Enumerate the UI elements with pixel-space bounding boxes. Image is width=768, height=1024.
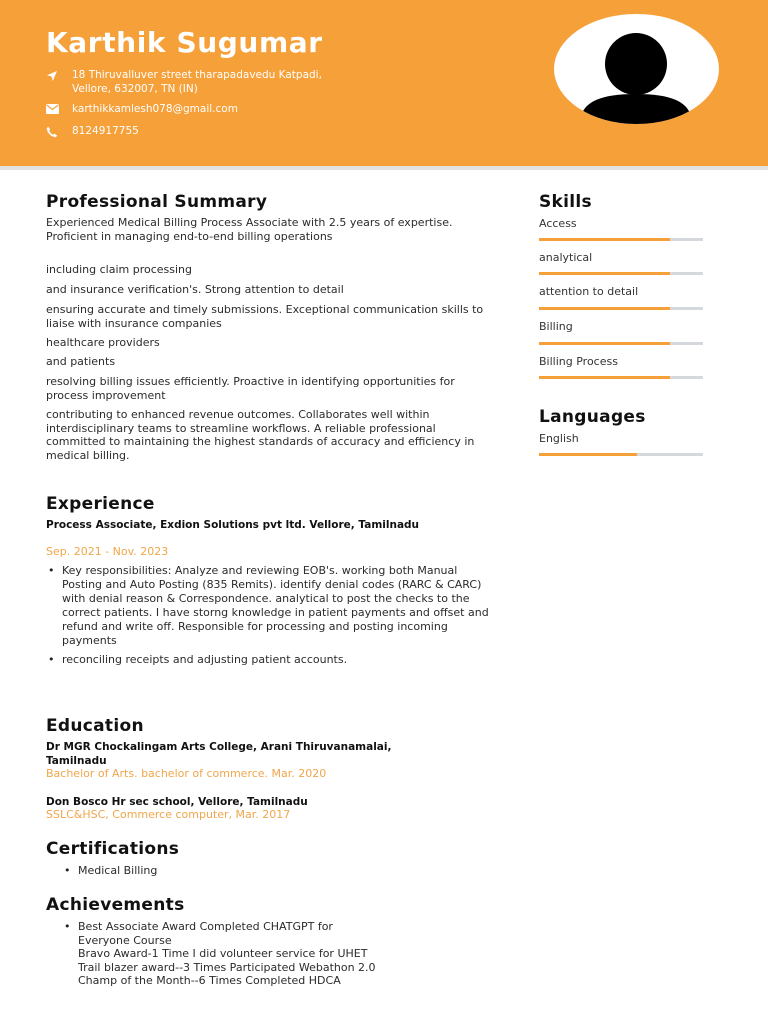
header-divider [0, 166, 768, 170]
skills-heading: Skills [539, 192, 592, 212]
achievement-line: Bravo Award-1 Time I did volunteer service for UHET [78, 947, 368, 960]
skill-label: Billing Process [539, 355, 618, 368]
skill-label: Billing [539, 320, 573, 333]
summary-paragraph: contributing to enhanced revenue outcomes. Collaborates well within interdisciplinary teams to streamline workflows. A reliable professional committed to maintaining the highest standards of accuracy and efficiency in medical billing. [46, 408, 475, 462]
summary-paragraph: including claim processing [46, 263, 192, 276]
location-arrow-icon [46, 68, 72, 96]
address-line-2: Vellore, 632007, TN (IN) [72, 83, 198, 95]
achievements-list [62, 920, 482, 988]
education-school: Dr MGR Chockalingam Arts College, Arani Thiruvanamalai, Tamilnadu [46, 741, 392, 767]
list-item: • Medical Billing [62, 864, 462, 878]
achievement-line: Champ of the Month--6 Times Completed HDCA [78, 974, 341, 987]
achievement-line: Trail blazer award--3 Times Participated Webathon 2.0 [78, 960, 376, 974]
summary-paragraph: ensuring accurate and timely submissions. Exceptional communication skills to liaise with insurance companies [46, 303, 484, 330]
achievement-line: • Best Associate Award Completed CHATGPT for [78, 920, 333, 933]
language-label: English [539, 432, 579, 445]
skill-bar [539, 272, 703, 275]
skill-bar-fill [539, 342, 670, 345]
skill-label: attention to detail [539, 285, 639, 298]
list-item: • Key responsibilities: Analyze and reviewing EOB's. working both Manual Posting and Auto Posting (835 Remits). identify denial codes (RARC & CARC) with denial reason & Correspondence. analytical to post the checks to the correct patients. I have storng knowledge in patient payments and offset and refund and write off. Responsible for processing and posting incoming payments [46, 564, 491, 648]
job-dates: Sep. 2021 - Nov. 2023 [46, 545, 169, 558]
contact-address [46, 68, 322, 96]
summary-paragraph: and patients [46, 355, 116, 368]
email-text: karthikkamlesh078@gmail.com [72, 103, 238, 115]
education-heading: Education [46, 716, 144, 736]
skill-bar-fill [539, 376, 670, 379]
languages-heading: Languages [539, 407, 646, 427]
contact-phone [46, 124, 139, 138]
candidate-name: Karthik Sugumar [46, 26, 323, 59]
summary-paragraph: resolving billing issues efficiently. Proactive in identifying opportunities for process improvement [46, 375, 455, 402]
resume-header [0, 0, 768, 166]
skill-bar [539, 342, 703, 345]
skill-bar [539, 238, 703, 241]
skill-bar-fill [539, 272, 670, 275]
summary-paragraph: and insurance verification's. Strong attention to detail [46, 283, 344, 296]
summary-paragraph: Experienced Medical Billing Process Associate with 2.5 years of expertise. Proficient in managing end-to-end billing operations [46, 216, 453, 243]
skill-bar [539, 376, 703, 379]
avatar [554, 14, 719, 124]
achievements-heading: Achievements [46, 895, 185, 915]
skill-bar [539, 307, 703, 310]
skill-bar-fill [539, 307, 670, 310]
phone-icon [46, 124, 72, 138]
education-detail: SSLC&HSC, Commerce computer, Mar. 2017 [46, 808, 291, 821]
summary-paragraph: healthcare providers [46, 336, 160, 349]
address-line-1: 18 Thiruvalluver street tharapadavedu Katpadi, [72, 69, 322, 81]
achievement-line: Everyone Course [78, 933, 172, 947]
phone-text: 8124917755 [72, 125, 139, 137]
skill-label: Access [539, 217, 577, 230]
certifications-list [62, 864, 462, 878]
certifications-heading: Certifications [46, 839, 180, 859]
list-item [62, 920, 482, 988]
experience-heading: Experience [46, 494, 155, 514]
education-school: Don Bosco Hr sec school, Vellore, Tamilnadu [46, 796, 308, 808]
language-bar [539, 453, 703, 456]
contact-email [46, 102, 238, 116]
education-detail: Bachelor of Arts. bachelor of commerce. Mar. 2020 [46, 767, 327, 780]
envelope-icon [46, 102, 72, 116]
summary-heading: Professional Summary [46, 192, 268, 212]
list-item: • reconciling receipts and adjusting patient accounts. [46, 653, 491, 667]
skill-bar-fill [539, 238, 670, 241]
language-bar-fill [539, 453, 637, 456]
job-bullets [46, 564, 491, 667]
skill-label: analytical [539, 251, 593, 264]
job-title: Process Associate, Exdion Solutions pvt ltd. Vellore, Tamilnadu [46, 519, 420, 531]
